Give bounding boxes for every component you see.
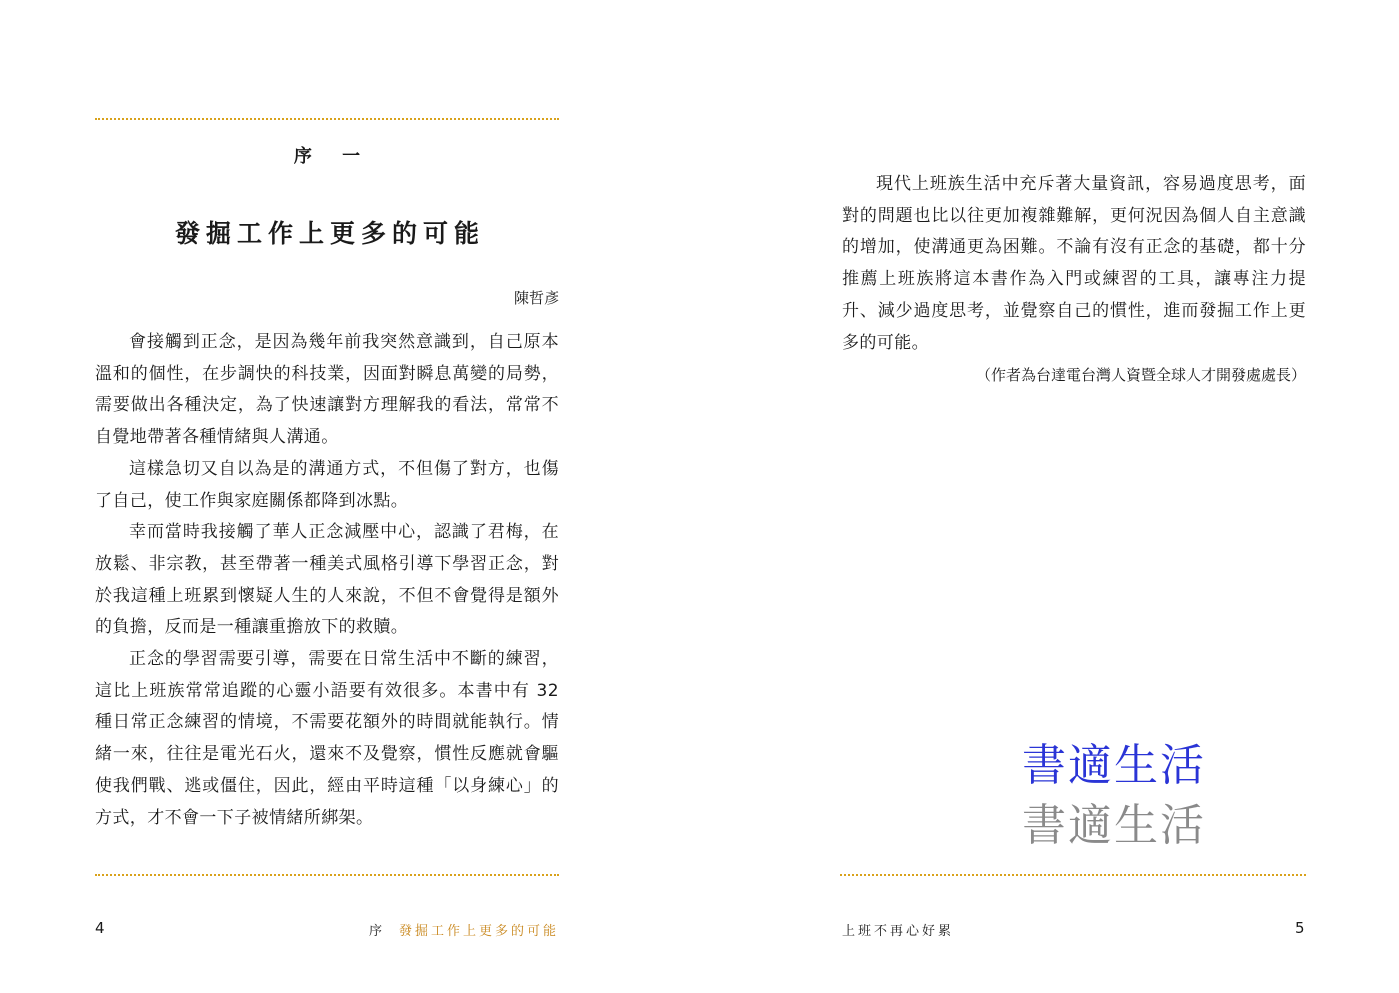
chapter-title: 發掘工作上更多的可能: [174, 219, 485, 248]
bottom-dotted-rule: [95, 874, 559, 876]
left-page: [0, 0, 699, 993]
running-head: [369, 920, 559, 939]
paragraph: 正念的學習需要引導，需要在日常生活中不斷的練習，這比上班族常常追蹤的心靈小語要有效很多。本書中有 32 種日常正念練習的情境，不需要花額外的時間就能執行。情緒一來，往往是電光石火，還來不及覺察，慣性反應就會驅使我們戰、逃或僵住，因此，經由平時這種「以身練心」的方式，才不會一下子被情緒所綁架。: [95, 649, 559, 828]
paragraph: 會接觸到正念，是因為幾年前我突然意識到，自己原本溫和的個性，在步調快的科技業，因面對瞬息萬變的局勢，需要做出各種決定，為了快速讓對方理解我的看法，常常不自覺地帶著各種情緒與人溝通。: [95, 332, 559, 448]
author-name: 陳哲彥: [513, 289, 559, 307]
right-page: [700, 0, 1399, 993]
paragraph: 現代上班族生活中充斥著大量資訊，容易過度思考，面對的問題也比以往更加複雜難解，更何況因為個人自主意識的增加，使溝通更為困難。不論有沒有正念的基礎，都十分推薦上班族將這本書作為入門或練習的工具，讓專注力提升、減少過度思考，並覺察自己的慣性，進而發掘工作上更多的可能。: [842, 174, 1306, 353]
running-head: 上班不再心好累: [842, 924, 955, 939]
watermark-blue: 書適生活: [1022, 740, 1206, 791]
page-number: 4: [95, 919, 105, 937]
watermark-gray: 書適生活: [1022, 800, 1206, 851]
paragraph: 幸而當時我接觸了華人正念減壓中心，認識了君梅，在放鬆、非宗教，甚至帶著一種美式風格引導下學習正念，對於我這種上班累到懷疑人生的人來說，不但不會覺得是額外的負擔，反而是一種讓重擔放下的救贖。: [95, 522, 559, 638]
bottom-dotted-rule: [840, 874, 1306, 876]
preface-label: 序 一: [293, 146, 373, 167]
paragraph: 這樣急切又自以為是的溝通方式，不但傷了對方，也傷了自己，使工作與家庭關係都降到冰點。: [95, 458, 559, 511]
page-number: 5: [1295, 919, 1305, 937]
right-body-text: [842, 169, 1306, 359]
left-body-text: [95, 327, 559, 834]
author-affiliation: （作者為台達電台灣人資暨全球人才開發處處長）: [975, 366, 1306, 384]
running-head-kind: 序: [368, 924, 385, 939]
running-head-title: 發掘工作上更多的可能: [398, 924, 559, 939]
top-dotted-rule: [95, 118, 559, 120]
